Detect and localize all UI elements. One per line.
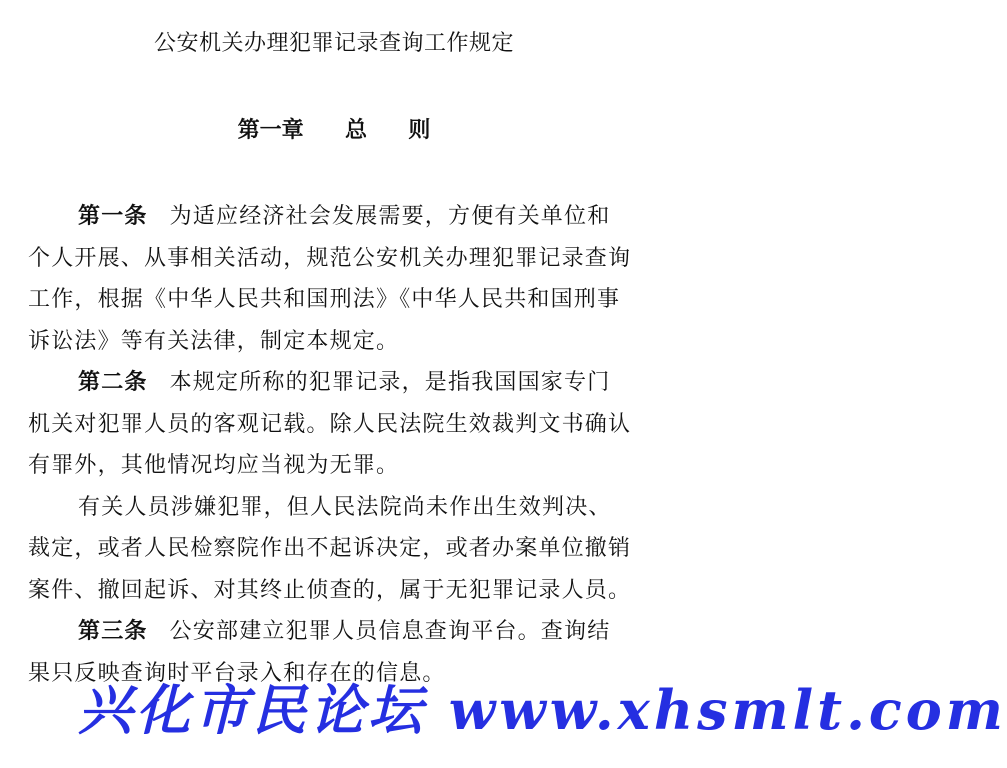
article-text: 本规定所称的犯罪记录，是指我国国家专门机关对犯罪人员的客观记载。除人民法院生效裁判文书确认有罪外，其他情况均应当视为无罪。 <box>28 370 632 478</box>
article-text: 为适应经济社会发展需要，方便有关单位和个人开展、从事相关活动，规范公安机关办理犯罪记录查询工作，根据《中华人民共和国刑法》《中华人民共和国刑事诉讼法》等有关法律，制定本规定。 <box>28 204 632 354</box>
chapter-number: 第一章 <box>237 118 304 143</box>
article-2 <box>28 362 632 487</box>
article-label: 第二条 <box>78 370 148 395</box>
forum-watermark: 兴化市民论坛 www.xhsmlt.com <box>78 678 1007 742</box>
article-label: 第三条 <box>78 619 148 644</box>
chapter-name-part1: 总 <box>344 118 367 143</box>
article-2-paragraph-2 <box>28 487 632 612</box>
document-title: 公安机关办理犯罪记录查询工作规定 <box>153 31 514 56</box>
article-text: 公安部建立犯罪人员信息查询平台。查询结果只反映查询时平台录入和存在的信息。 <box>28 619 611 686</box>
document-body <box>28 196 632 694</box>
article-text: 有关人员涉嫌犯罪，但人民法院尚未作出生效判决、裁定，或者人民检察院作出不起诉决定，或者办案单位撤销案件、撤回起诉、对其终止侦查的，属于无犯罪记录人员。 <box>28 494 632 603</box>
article-label: 第一条 <box>78 204 148 229</box>
chapter-heading <box>0 113 668 144</box>
article-1 <box>28 196 632 362</box>
chapter-name-part2: 则 <box>408 118 431 143</box>
